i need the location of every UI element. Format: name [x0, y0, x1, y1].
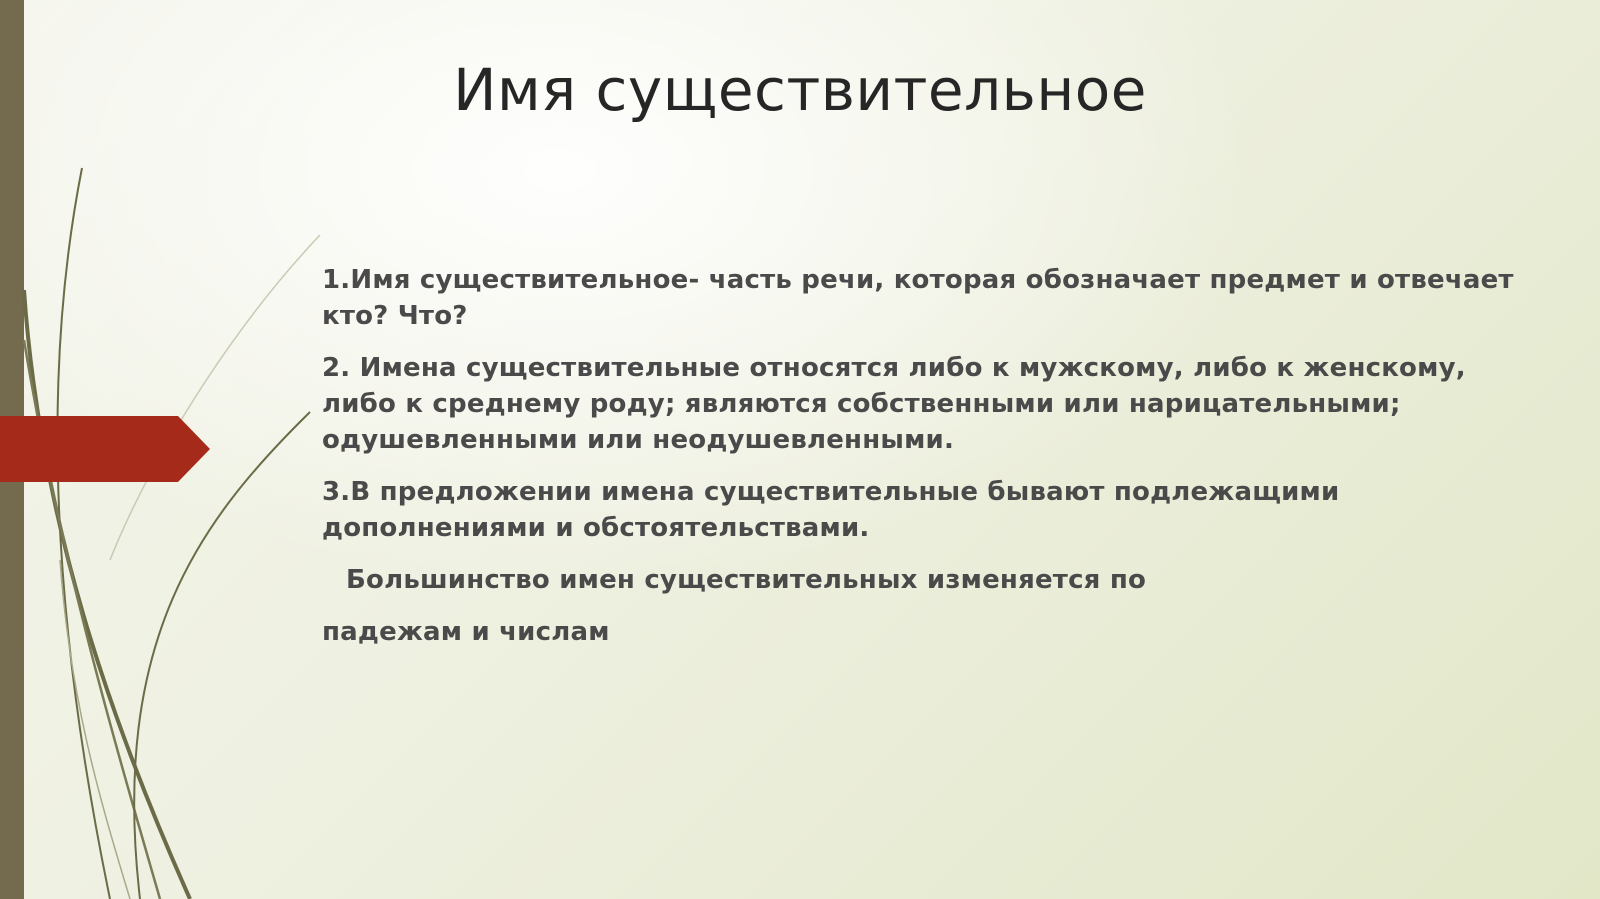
paragraph-definition: 1.Имя существительное- часть речи, которая обозначает предмет и отвечает кто? Что? [322, 265, 1514, 331]
paragraph-gender: 2. Имена существительные относятся либо к мужскому, либо к женскому, либо к среднему роду; являются собственными или нарицательными; одушевленными или неодушевленными. [322, 353, 1466, 455]
slide-title: Имя существительное [453, 56, 1147, 124]
red-pentagon-arrow-icon [0, 416, 210, 482]
paragraph-declension: Большинство имен существительных изменяется по [346, 565, 1147, 595]
slide-body [322, 262, 1522, 666]
paragraph-syntax-role: 3.В предложении имена существительные бывают подлежащими дополнениями и обстоятельствами. [322, 477, 1340, 543]
paragraph-declension-continued: падежам и числам [322, 617, 610, 647]
